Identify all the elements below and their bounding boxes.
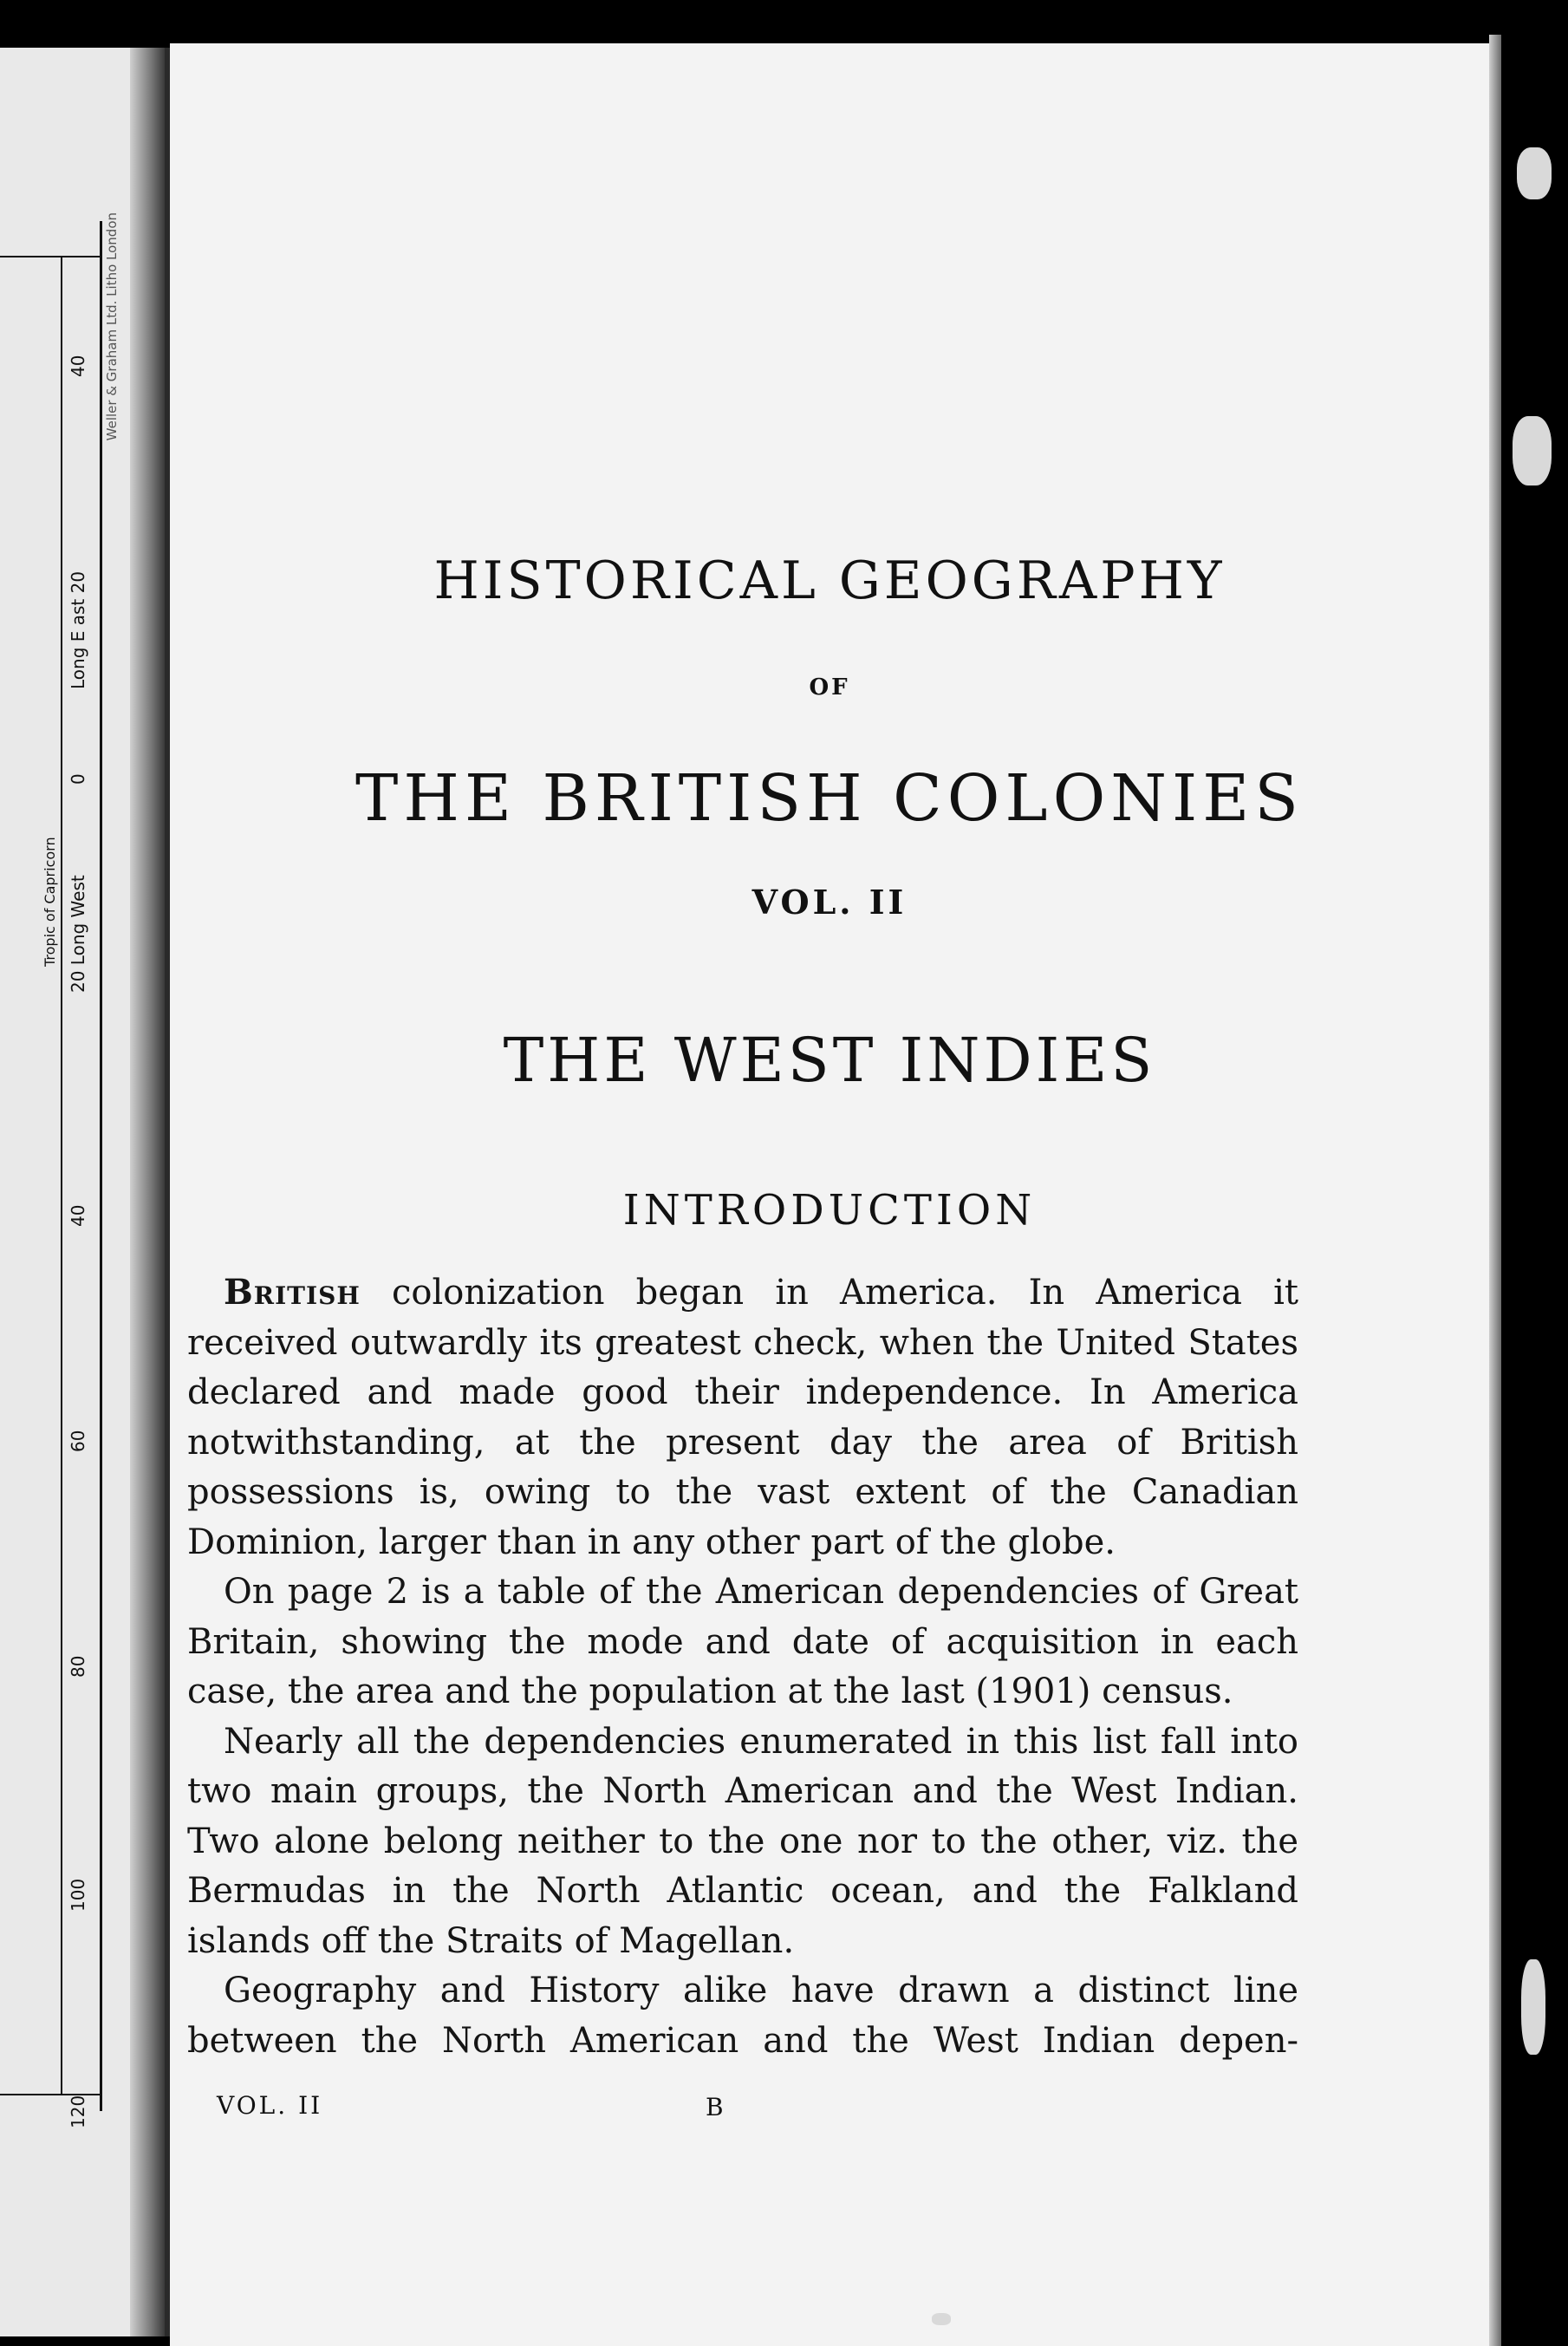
map-label-80: 80 <box>68 1655 88 1678</box>
paragraph-text: Nearly all the dependencies enumerated in this list fall into two main groups, the North American and the West Indian. Two alone belong neither to the one nor to the other, viz. the Bermudas in the North Atlantic ocean, and the Falkland islands off the Straits of Magellan. <box>187 1721 1298 1961</box>
paragraph-text: Geography and History alike have drawn a distinct line between the North American and the West Indian depen- <box>187 1971 1298 2061</box>
paragraph <box>187 1567 1298 1717</box>
map-label-20-long-west: 20 Long West <box>68 875 88 993</box>
paragraph-text: On page 2 is a table of the American dependencies of Great Britain, showing the mode and date of acquisition in each case, the area and the population at the last (1901) census. <box>187 1572 1298 1711</box>
page-title-line2: THE BRITISH COLONIES <box>355 761 1304 836</box>
map-label-100: 100 <box>68 1878 88 1912</box>
paragraph-lead-word: British <box>224 1272 361 1313</box>
paragraph <box>187 1267 1298 1567</box>
scan-speck <box>1517 147 1552 199</box>
scan-speck <box>1521 1959 1545 2055</box>
map-label-40-east: 40 <box>68 1204 88 1227</box>
map-caption-tropic: Tropic of Capricorn <box>42 837 58 967</box>
scan-speck <box>1513 416 1552 485</box>
scan-speck <box>932 2313 951 2325</box>
section-heading: INTRODUCTION <box>622 1186 1037 1235</box>
map-rule <box>0 256 100 257</box>
map-label-120: 120 <box>68 2095 88 2128</box>
body-text <box>187 1267 1298 2066</box>
facing-page-map <box>0 48 170 2336</box>
footer-volume: VOL. II <box>217 2091 323 2120</box>
page-subtitle: THE WEST INDIES <box>503 1025 1156 1096</box>
paragraph-text: colonization began in America. In America it received outwardly its greatest check, when the United States declared and made good their independence. In America notwithstanding, at the present day the area of British possessions is, owing to the vast extent of the Canadian Dominion, larger than in any other part of the globe. <box>187 1273 1298 1562</box>
paragraph <box>187 1966 1298 2066</box>
book-page <box>170 43 1489 2346</box>
map-label-40: 40 <box>68 355 88 377</box>
map-frame <box>0 221 102 2111</box>
map-label-long-east-20: Long E ast 20 <box>68 570 88 689</box>
page-title-line1: HISTORICAL GEOGRAPHY <box>433 551 1226 611</box>
page-edge-shadow <box>1489 35 1501 2346</box>
volume-label: VOL. II <box>751 883 908 922</box>
map-side-note: Weller & Graham Ltd. Litho London <box>104 212 120 441</box>
map-label-0: 0 <box>68 773 88 785</box>
book-gutter <box>130 48 165 2336</box>
paragraph <box>187 1717 1298 1967</box>
footer-signature-mark: B <box>706 2093 724 2121</box>
page-title-of: OF <box>809 674 850 701</box>
map-inner-border <box>0 256 62 2094</box>
map-label-60: 60 <box>68 1430 88 1452</box>
